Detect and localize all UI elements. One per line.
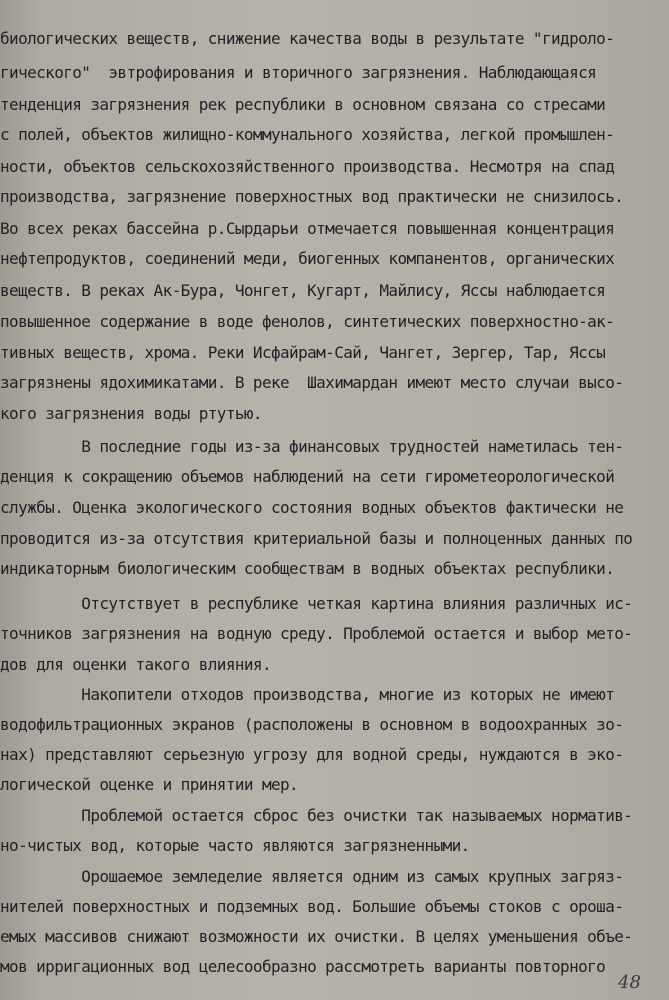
text-line: биологических веществ, снижение качества воды в результате "гидроло-	[0, 29, 615, 48]
text-line: гического" эвтрофирования и вторичного загрязнения. Наблюдающаяся	[0, 63, 597, 82]
text-line: производства, загрязнение поверхностных вод практически не снизилось.	[0, 187, 624, 206]
text-line: емых массивов снижают возможности их очистки. В целях уменьшения объе-	[0, 927, 633, 946]
text-line: загрязнены ядохимикатами. В реке Шахимардан имеют место случаи высо-	[0, 373, 624, 392]
text-line: денция к сокращению объемов наблюдений на сети гирометеорологической	[0, 467, 615, 486]
text-line: Отсутствует в республике четкая картина влияния различных ис-	[0, 594, 633, 613]
text-line: веществ. В реках Ак-Бура, Чонгет, Кугарт, Майлису, Яссы наблюдается	[0, 281, 606, 300]
text-line: проводится из-за отсутствия критериальной базы и полноценных данных по	[0, 529, 633, 548]
text-line: тивных веществ, хрома. Реки Исфайрам-Сай, Чангет, Зергер, Тар, Яссы	[0, 343, 606, 362]
text-line: но-чистых вод, которые часто являются загрязненными.	[0, 836, 470, 855]
text-line: нах) представляют серьезную угрозу для водной среды, нуждаются в эко-	[0, 745, 624, 764]
text-line: ности, объектов сельскохозяйственного производства. Несмотря на спад	[0, 157, 615, 176]
page-number: 48	[618, 972, 641, 993]
text-line: кого загрязнения воды ртутью.	[0, 404, 262, 423]
text-line: нителей поверхностных и подземных вод. Большие объемы стоков с ороша-	[0, 897, 624, 916]
text-line: с полей, объектов жилищно-коммунального хозяйства, легкой промышлен-	[0, 125, 615, 144]
text-line: Орошаемое земледелие является одним из самых крупных загряз-	[0, 867, 624, 886]
text-line: службы. Оценка экологического состояния водных объектов фактически не	[0, 498, 624, 517]
text-line: нефтепродуктов, соединений меди, биогенных компанентов, органических	[0, 249, 615, 268]
text-line: дов для оценки такого влияния.	[0, 655, 271, 674]
text-line: Во всех реках бассейна р.Сырдарьи отмечается повышенная концентрация	[0, 219, 615, 238]
text-line: индикаторным биологическим сообществам в водных объектах республики.	[0, 559, 615, 578]
text-line: тенденция загрязнения рек республики в основном связана со стресами	[0, 95, 606, 114]
text-line: Проблемой остается сброс без очистки так называемых норматив-	[0, 806, 633, 825]
text-line: повышенное содержание в воде фенолов, синтетических поверхностно-ак-	[0, 312, 615, 331]
text-line: логической оценке и принятии мер.	[0, 775, 299, 794]
text-line: водофильтрационных экранов (расположены в основном в водоохранных зо-	[0, 715, 624, 734]
text-line: мов ирригационных вод целесообразно рассмотреть варианты повторного	[0, 957, 606, 976]
text-line: точников загрязнения на водную среду. Проблемой остается и выбор мето-	[0, 624, 633, 643]
text-line: В последние годы из-за финансовых трудностей наметилась тен-	[0, 437, 624, 456]
text-line: Накопители отходов производства, многие из которых не имеют	[0, 685, 615, 704]
